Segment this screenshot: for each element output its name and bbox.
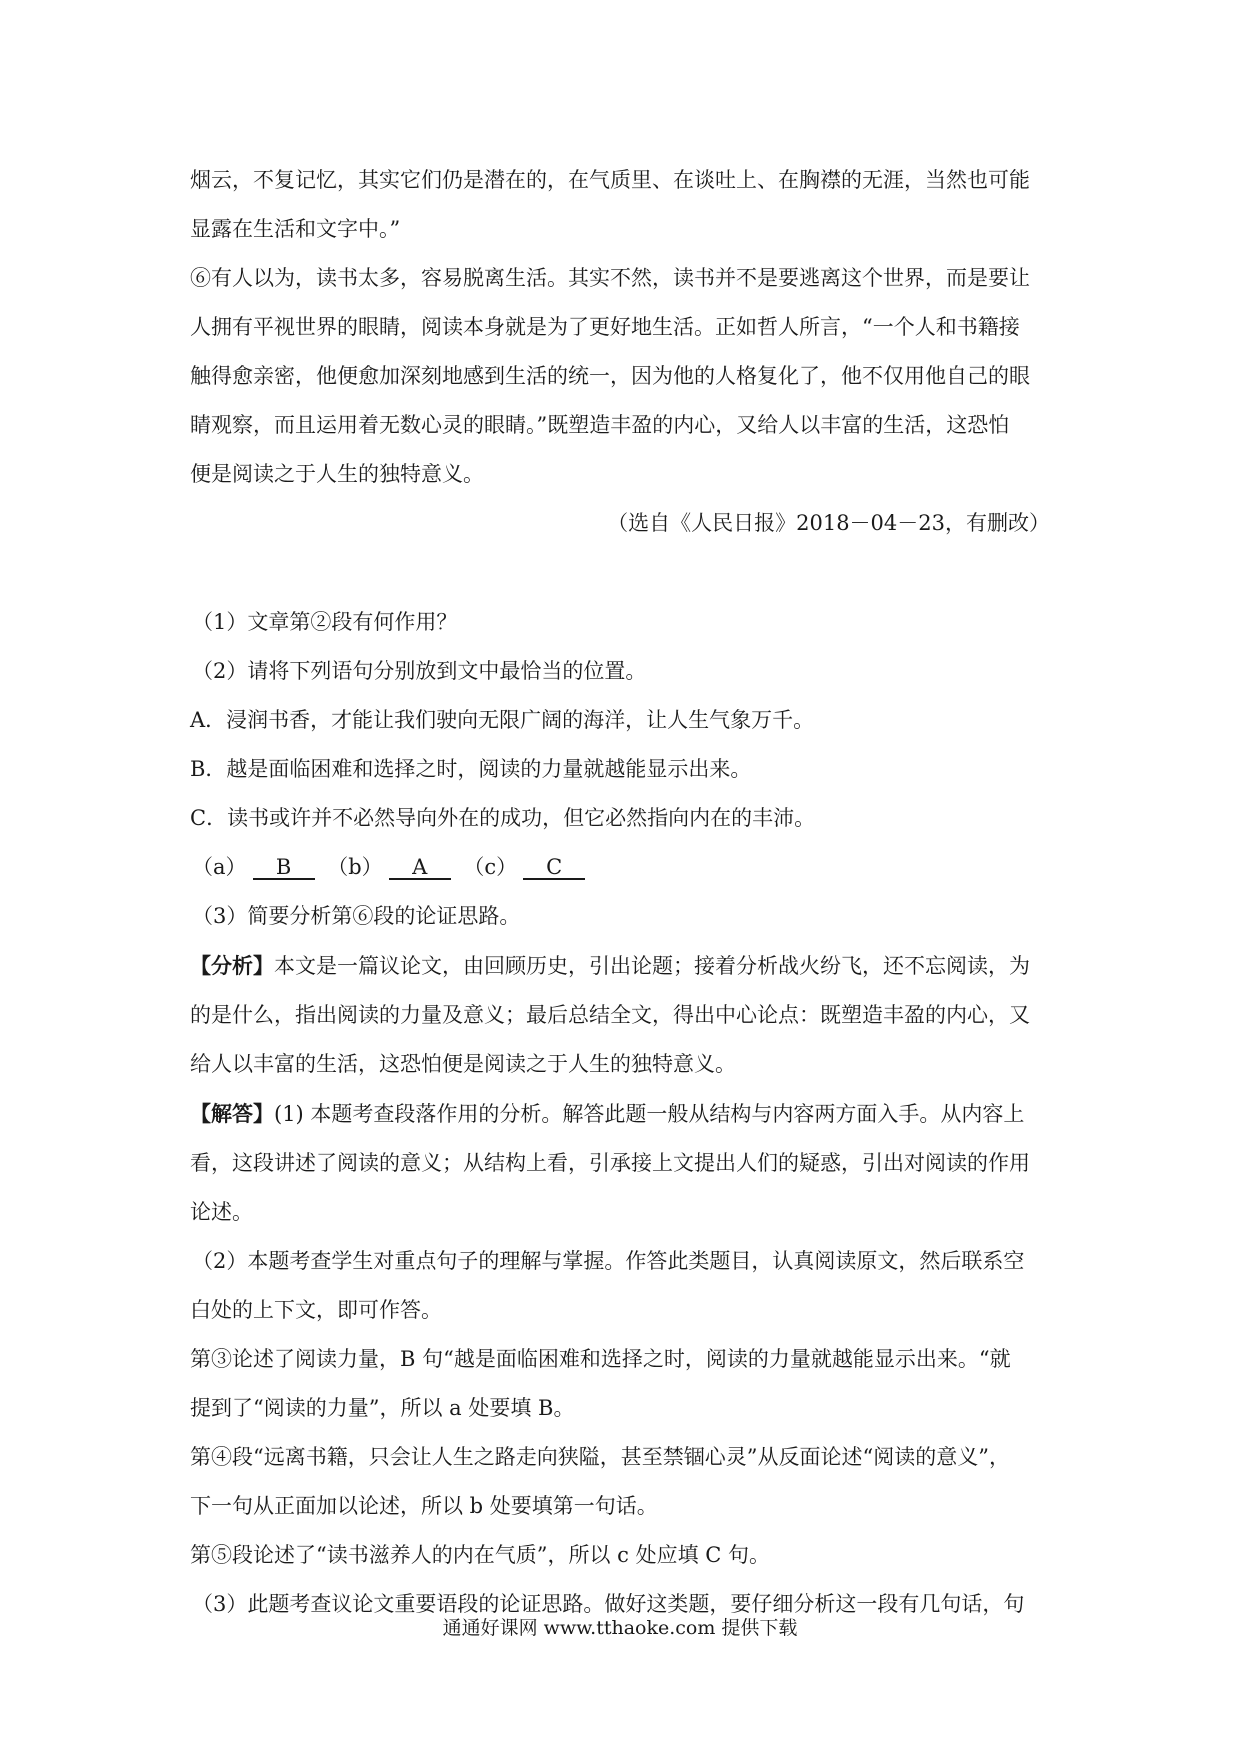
- question-3: （3）简要分析第⑥段的论证思路。: [192, 904, 521, 928]
- page-footer: 通通好课网 www.tthaoke.com 提供下载: [442, 1617, 798, 1639]
- answer-line: 第④段“远离书籍，只会让人生之路走向狭隘，甚至禁锢心灵”从反面论述“阅读的意义”，: [190, 1445, 1010, 1469]
- option-a: A．浸润书香，才能让我们驶向无限广阔的海洋，让人生气象万千。: [190, 708, 815, 732]
- blank-label-a: （a）: [192, 855, 247, 879]
- answer-line: 提到了“阅读的力量”，所以 a 处要填 B。: [190, 1396, 575, 1420]
- answer-line: [190, 1089, 1060, 1139]
- analysis-text: 本文是一篇议论文，由回顾历史，引出论题；接着分析战火纷飞，还不忘阅读，为: [274, 954, 1030, 978]
- answer-text: (1) 本题考查段落作用的分析。解答此题一般从结构与内容两方面入手。从内容上: [274, 1102, 1025, 1126]
- passage-line: 便是阅读之于人生的独特意义。: [190, 462, 484, 486]
- blank-label-b: （b）: [327, 855, 383, 879]
- answer-line: 白处的上下文，即可作答。: [190, 1298, 442, 1322]
- analysis-line: [190, 941, 1060, 991]
- answer-line: 看，这段讲述了阅读的意义；从结构上看，引承接上文提出人们的疑惑，引出对阅读的作用: [190, 1151, 1030, 1175]
- passage-line: 人拥有平视世界的眼睛，阅读本身就是为了更好地生活。正如哲人所言，“一个人和书籍接: [190, 315, 1020, 339]
- answer-tag: 【解答】: [190, 1101, 274, 1126]
- source-citation: （选自《人民日报》2018－04－23，有删改）: [607, 511, 1050, 535]
- blank-answer-b: A: [389, 856, 451, 880]
- answer-line: 下一句从正面加以论述，所以 b 处要填第一句话。: [190, 1494, 658, 1518]
- passage-line: 显露在生活和文字中。”: [190, 217, 401, 241]
- page-content: [190, 156, 1060, 1629]
- passage-line: 烟云，不复记忆，其实它们仍是潜在的，在气质里、在谈吐上、在胸襟的无涯，当然也可能: [190, 168, 1030, 192]
- answer-line: 第⑤段论述了“读书滋养人的内在气质”，所以 c 处应填 C 句。: [190, 1543, 770, 1567]
- analysis-tag: 【分析】: [190, 953, 274, 978]
- answer-blanks-row: [190, 843, 1060, 892]
- passage-line: 触得愈亲密，他便愈加深刻地感到生活的统一，因为他的人格复化了，他不仅用他自己的眼: [190, 364, 1030, 388]
- blank-label-c: （c）: [463, 855, 518, 879]
- option-c: C．读书或许并不必然导向外在的成功，但它必然指向内在的丰沛。: [190, 806, 816, 830]
- question-1: （1）文章第②段有何作用？: [192, 610, 458, 634]
- answer-line: 论述。: [190, 1200, 253, 1224]
- passage-line: ⑥有人以为，读书太多，容易脱离生活。其实不然，读书并不是要逃离这个世界，而是要让: [190, 266, 1030, 290]
- answer-line: （3）此题考查议论文重要语段的论证思路。做好这类题，要仔细分析这一段有几句话，句: [192, 1592, 1025, 1616]
- spacer: [190, 548, 1060, 598]
- answer-line: 第③论述了阅读力量，B 句“越是面临困难和选择之时，阅读的力量就越能显示出来。“就: [190, 1347, 1011, 1371]
- blank-answer-a: B: [253, 856, 315, 880]
- blank-answer-c: C: [523, 856, 585, 880]
- answer-line: （2）本题考查学生对重点句子的理解与掌握。作答此类题目，认真阅读原文，然后联系空: [192, 1249, 1025, 1273]
- option-b: B．越是面临困难和选择之时，阅读的力量就越能显示出来。: [190, 757, 752, 781]
- analysis-line: 给人以丰富的生活，这恐怕便是阅读之于人生的独特意义。: [190, 1052, 736, 1076]
- passage-line: 睛观察，而且运用着无数心灵的眼睛。”既塑造丰盈的内心，又给人以丰富的生活，这恐怕: [190, 413, 1010, 437]
- analysis-line: 的是什么，指出阅读的力量及意义；最后总结全文，得出中心论点：既塑造丰盈的内心，又: [190, 1003, 1030, 1027]
- question-2: （2）请将下列语句分别放到文中最恰当的位置。: [192, 659, 647, 683]
